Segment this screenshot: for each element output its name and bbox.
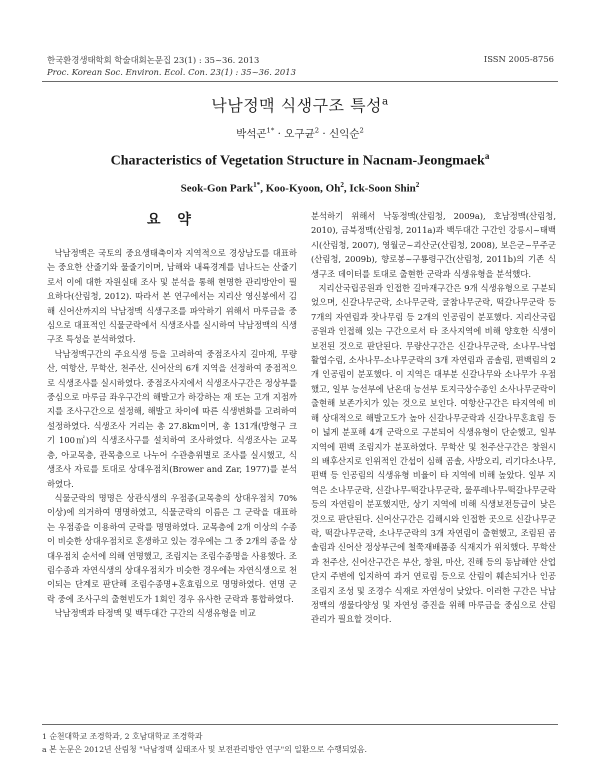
paragraph: 낙남정맥구간의 주요식생 등을 고려하여 중점조사지 길마재, 무량산, 여항산, 무학산, 천주산, 신어산의 6개 지역을 선정하여 중점적으로 식생조사를 실시하였다. 중점조사지에서 식생조사구간은 정상부를 중심으로 마루금 좌우구간의 해발고가 하강하는 재 또는 고개 지점까지를 조사구간으로 설정해, 해발고 차이에 따른 식생변화를 고려하여 설정하였다. 식생조사 거리는 총 27.8km이며, 총 131개(방형구 크기 100㎡)의 식생조사구를 설치하여 조사하였다. 식생조사는 교목층, 아교목층, 관목층으로 나누어 수관층위별로 조사를 실시했고, 식생조사 자료를 토대로 상대우점치(Brower and Zar, 1977)를 분석하였다. [47, 348, 297, 489]
korean-title: 낙남정맥 식생구조 특성$^a$ [211, 95, 389, 115]
journal-header-korean: 한국환경생태학회 학술대회논문집 23(1) : 35~36. 2013 [47, 55, 260, 65]
korean-authors: 박석곤$^{1*}$ · 오구균$^2$ · 신익순$^2$ [236, 126, 364, 140]
left-column [47, 246, 297, 621]
paragraph: 식물군락의 명명은 상관식생의 우점종(교목층의 상대우점치 70%이상)에 의거하여 명명하였고, 식물군락의 이름은 그 군락을 대표하는 우점종을 이용하여 군락를 명명하였다. 교목층에 2개 이상의 수종이 비슷한 상대우점치로 혼생하고 있는 경우에는 그 중 2개의 종을 상대우점치 순서에 의해 연명했고, 조림지는 조림수종명을 사용했다. 조림수종과 자연식생의 상대우점치가 비슷한 경우에는 자연식생으로 천이되는 단계로 판단해 조림수종명+혼효림으로 명명하였다. 연명 군락 중에 조사구의 출현빈도가 1회인 경우 유사한 군락과 통합하였다. [47, 492, 297, 604]
paragraph: 낙남정맥은 국토의 중요생태축이자 지역적으로 경상남도를 대표하는 중요한 산줄기와 물줄기이며, 남해와 내륙경계를 넘나드는 산줄기로서 이에 대한 자원실태 조사 및 분석을 통해 현명한 관리방안이 필요하다(산림청, 2012). 따라서 본 연구에서는 지리산 영신봉에서 김해 신어산까지의 낙남정맥 식생구조를 파악하기 위해서 마루금을 중심으로 대표적인 식물군락에서 식생조사를 실시하여 낙남정맥의 식생구조 특성을 분석하였다. [47, 248, 297, 345]
paragraph: 낙남정맥과 타정맥 및 백두대간 구간의 식생유형을 비교 [54, 608, 256, 619]
issn-label: ISSN 2005-8756 [483, 54, 554, 64]
header-rule [42, 81, 558, 82]
paragraph: 지리산국립공원과 인접한 길마재구간은 9개 식생유형으로 구분되었으며, 신갈나무군락, 소나무군락, 굴참나무군락, 떡갈나무군락 등 7개의 자연림과 잣나무림 등 2개의 인공림이 분포했다. 지리산국립공원과 인접해 있는 구간으로서 타 조사지역에 비해 양호한 식생이 보전된 것으로 판단된다. 무량산구간은 신갈나무군락, 소나무-낙엽활엽수림, 소사나무-소나무군락의 3개 자연림과 곰솔림, 편백림의 2개 인공림이 분포했다. 이 지역은 대부분 신갈나무와 소나무가 우점했고, 일부 능선부에 난온대 능선부 토지극상수종인 소사나무군락이 출현해 보존가치가 있는 것으로 보인다. 여항산구간은 타지역에 비해 상대적으로 해발고도가 높아 신갈나무군락과 신갈나무혼효림 등이 넓게 분포해 4개 군락으로 구분되어 식생유형이 단순했고, 일부 지역에 편백 조림지가 분포하였다. 무학산 및 천주산구간은 창원시의 배후산지로 인위적인 간섭이 심해 곰솔, 사방오리, 리기다소나무, 편백 등 인공림의 식생유형 비율이 타 지역에 비해 높았다. 일부 지역은 소나무군락, 신갈나무-떡갈나무군락, 물푸레나무-떡갈나무군락 등의 자연림이 분포했지만, 상기 지역에 비해 식생보전등급이 낮은 것으로 판단된다. 신어산구간은 김해시와 인접한 곳으로 신갈나무군락, 떡갈나무군락, 소나무군락의 3개 자연림이 출현했고, 조림된 곰솔림과 신어산 정상부근에 철쭉재배품종 식재지가 위치했다. 무학산과 천주산, 신어산구간은 부산, 창원, 마산, 진해 등의 동남해안 산업단지 주변에 입지하여 과거 연료림 등으로 산림이 훼손되거나 인공조림지 조성 및 조경수 식재로 자연성이 낮았다. 이러한 구간은 낙남정맥의 생물다양성 및 자연성 증진을 위해 마루금을 중심으로 산림관리가 필요할 것이다. [311, 283, 556, 625]
journal-header-english: Proc. Korean Soc. Environ. Ecol. Con. 23(1) : 35~36. 2013 [47, 67, 296, 77]
english-authors: Seok-Gon Park$^{1*}$, Koo-Kyoon, Oh$^2$, Ick-Soon Shin$^2$ [180, 181, 420, 195]
abstract-heading: 요 약 [147, 212, 197, 228]
paragraph: 분석하기 위해서 낙동정맥(산림청, 2009a), 호남정맥(산림청, 2010), 금북정맥(산림청, 2011a)과 백두대간 구간인 강릉시~태백시(산림청, 2007), 영월군~괴산군(산림청, 2008), 보은군~무주군(산림청, 2009b), 향로봉~구룡령구간(산림청, 2011b)의 기존 식생구조 데이터를 토대로 출현한 군락과 식생유형을 분석했다. [311, 211, 556, 279]
right-column [311, 209, 556, 627]
footnotes [42, 724, 558, 756]
footnote-affiliations: 1 순천대학교 조경학과, 2 호남대학교 조경학과 [42, 732, 203, 741]
footnote-funding: a 본 논문은 2012년 산림청 "낙남정맥 실태조사 및 보전관리방안 연구"의 일환으로 수행되었음. [42, 745, 368, 755]
english-title: Characteristics of Vegetation Structure in Nacnam-Jeongmaek$^a$ [110, 151, 490, 169]
